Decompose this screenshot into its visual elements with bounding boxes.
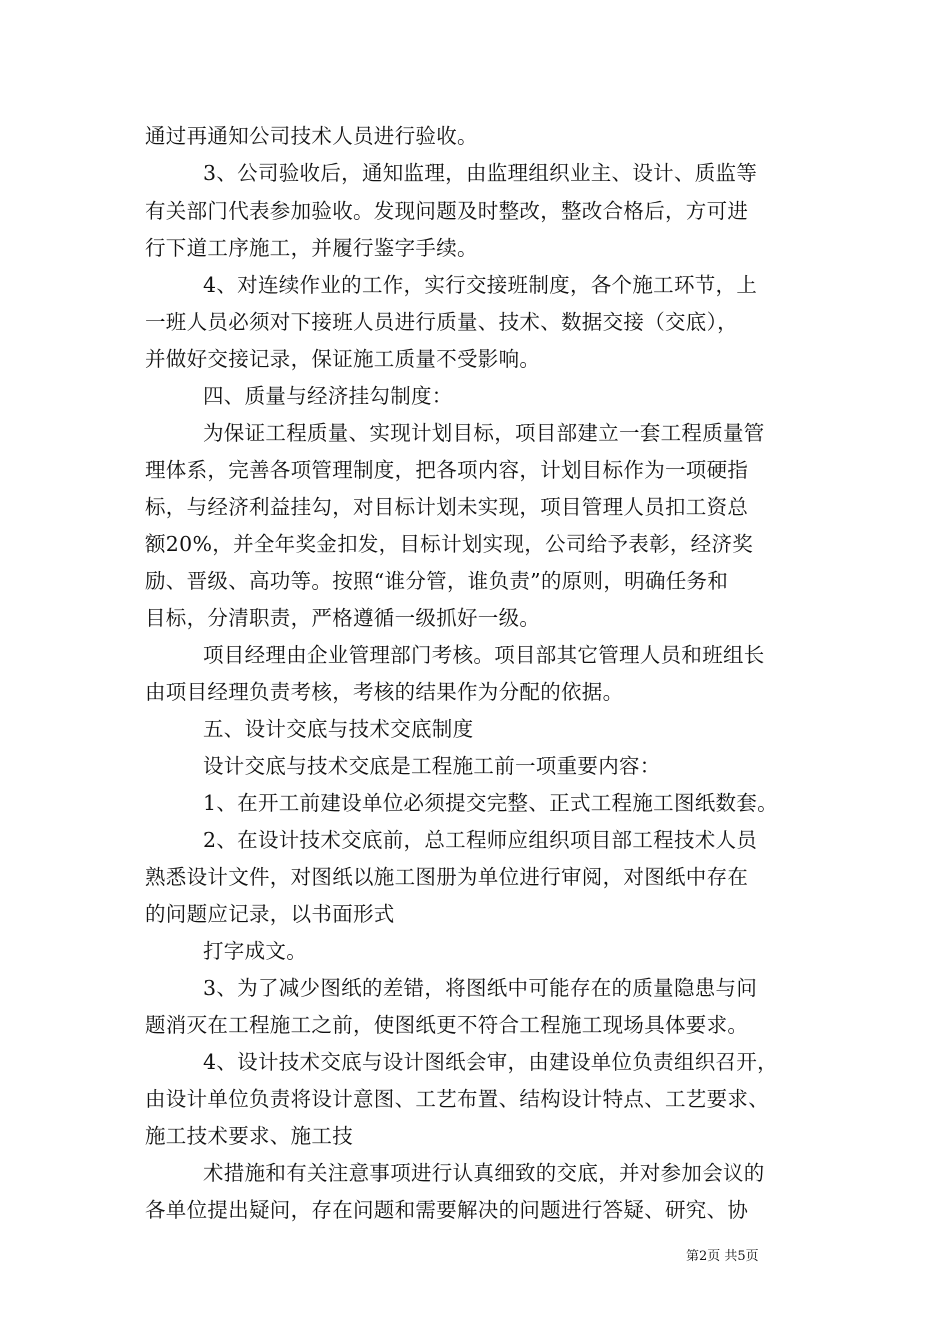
- text-line: 励、晋级、高功等。按照“谁分管，谁负责”的原则，明确任务和: [145, 569, 729, 593]
- text-line: 项目经理由企业管理部门考核。项目部其它管理人员和班组长: [203, 643, 765, 667]
- text-line: 施工技术要求、施工技: [145, 1124, 353, 1148]
- text-line: 3、为了减少图纸的差错，将图纸中可能存在的质量隐患与问: [203, 976, 758, 1000]
- section-heading: 四、质量与经济挂勾制度：: [203, 384, 453, 408]
- text-line: 一班人员必须对下接班人员进行质量、技术、数据交接（交底），: [145, 310, 738, 334]
- text-line: 打字成文。: [203, 939, 307, 963]
- text-line: 行下道工序施工，并履行鉴字手续。: [145, 236, 478, 260]
- text-line: 额20%，并全年奖金扣发，目标计划实现，公司给予表彰，经济奖: [145, 532, 754, 556]
- text-line: 有关部门代表参加验收。发现问题及时整改，整改合格后，方可进: [145, 199, 749, 223]
- page-number: 第2页 共5页: [686, 1249, 759, 1264]
- text-line: 并做好交接记录，保证施工质量不受影响。: [145, 347, 541, 371]
- text-line: 通过再通知公司技术人员进行验收。: [145, 124, 478, 148]
- text-line: 熟悉设计文件，对图纸以施工图册为单位进行审阅，对图纸中存在: [145, 865, 749, 889]
- text-line: 目标，分清职责，严格遵循一级抓好一级。: [145, 606, 541, 630]
- text-line: 3、公司验收后，通知监理，由监理组织业主、设计、质监等: [203, 161, 758, 185]
- text-line: 1、在开工前建设单位必须提交完整、正式工程施工图纸数套。: [203, 791, 778, 815]
- text-line: 4、设计技术交底与设计图纸会审，由建设单位负责组织召开，: [203, 1050, 778, 1074]
- text-line: 标，与经济利益挂勾，对目标计划未实现，项目管理人员扣工资总: [145, 495, 749, 519]
- text-line: 设计交底与技术交底是工程施工前一项重要内容：: [203, 754, 661, 778]
- text-line: 各单位提出疑问，存在问题和需要解决的问题进行答疑、研究、协: [145, 1198, 749, 1222]
- text-line: 由项目经理负责考核，考核的结果作为分配的依据。: [145, 680, 624, 704]
- section-heading: 五、设计交底与技术交底制度: [203, 717, 474, 741]
- text-line: 4、对连续作业的工作，实行交接班制度，各个施工环节，上: [203, 273, 758, 297]
- text-line: 为保证工程质量、实现计划目标，项目部建立一套工程质量管: [203, 421, 765, 445]
- text-line: 题消灭在工程施工之前，使图纸更不符合工程施工现场具体要求。: [145, 1013, 749, 1037]
- text-line: 理体系，完善各项管理制度，把各项内容，计划目标作为一项硬指: [145, 458, 749, 482]
- text-line: 术措施和有关注意事项进行认真细致的交底，并对参加会议的: [203, 1161, 765, 1185]
- text-line: 由设计单位负责将设计意图、工艺布置、结构设计特点、工艺要求、: [145, 1087, 769, 1111]
- text-line: 2、在设计技术交底前，总工程师应组织项目部工程技术人员: [203, 828, 758, 852]
- text-line: 的问题应记录，以书面形式: [145, 902, 395, 926]
